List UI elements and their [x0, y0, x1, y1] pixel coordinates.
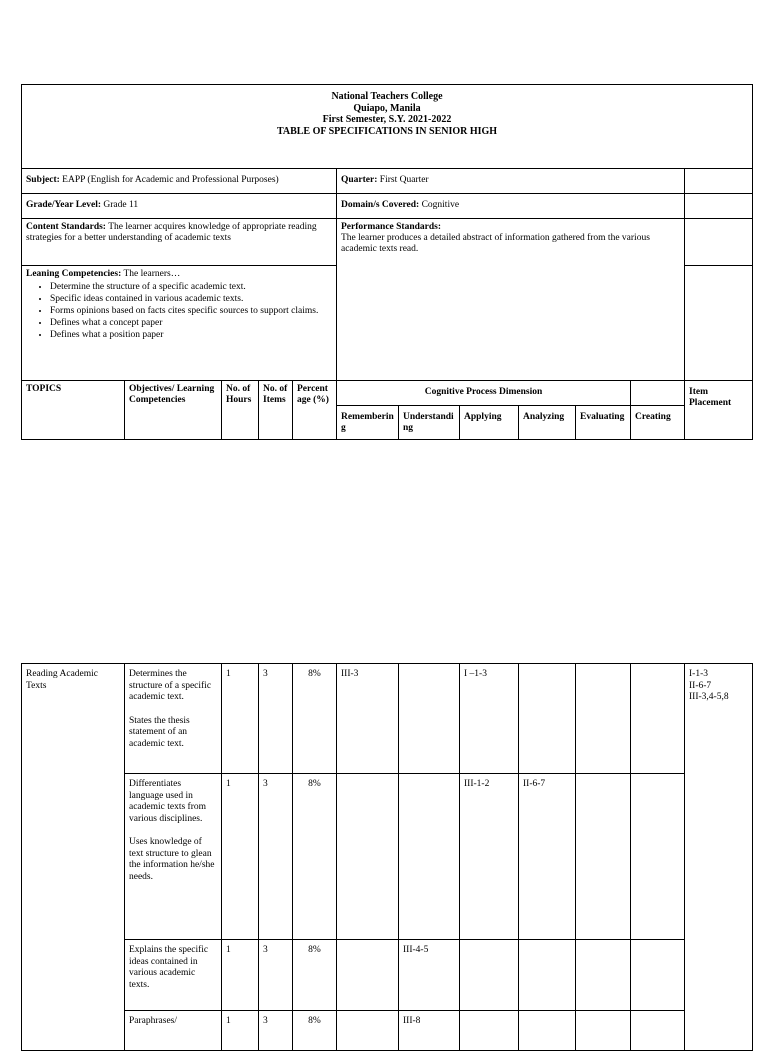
evaluating-cell	[576, 1011, 631, 1051]
analyzing-cell	[519, 1011, 576, 1051]
col-remembering: Remembering	[337, 406, 399, 440]
performance-standards-value: The learner produces a detailed abstract of information gathered from the various academic texts read.	[341, 233, 650, 254]
competencies-cell	[22, 266, 337, 381]
domain-cell	[337, 194, 685, 219]
evaluating-cell	[576, 664, 631, 774]
percentage-cell: 8%	[293, 774, 337, 940]
list-item: • Determine the structure of a specific academic text.	[50, 282, 332, 293]
objective-text: Paraphrases/	[129, 1016, 178, 1026]
grade-cell	[22, 194, 337, 219]
col-topics: TOPICS	[22, 381, 125, 440]
quarter-value: First Quarter	[379, 175, 429, 185]
objectives-cell	[125, 1011, 222, 1051]
domain-value: Cognitive	[421, 200, 460, 210]
subject-value: EAPP (English for Academic and Professional Purposes)	[62, 175, 279, 185]
hours-cell: 1	[222, 1011, 259, 1051]
items-cell: 3	[259, 940, 293, 1011]
blank-cell	[685, 219, 753, 266]
col-cognitive-process-dimension: Cognitive Process Dimension	[337, 381, 631, 406]
col-creating: Creating	[631, 406, 685, 440]
specification-header-table	[21, 84, 753, 440]
hours-cell: 1	[222, 774, 259, 940]
grade-value: Grade 11	[103, 200, 139, 210]
list-item: • Specific ideas contained in various academic texts.	[50, 294, 332, 305]
performance-standards-label: Performance Standards:	[341, 222, 441, 232]
blank-cell	[685, 194, 753, 219]
evaluating-cell	[576, 774, 631, 940]
competencies-list	[26, 282, 332, 341]
remembering-cell	[337, 774, 399, 940]
col-hours: No. of Hours	[222, 381, 259, 440]
col-analyzing: Analyzing	[519, 406, 576, 440]
blank-cell	[685, 169, 753, 194]
col-items: No. of Items	[259, 381, 293, 440]
col-item-placement: Item Placement	[685, 381, 753, 440]
items-cell: 3	[259, 774, 293, 940]
item-placement-cell	[685, 664, 753, 1051]
content-standards-cell	[22, 219, 337, 266]
creating-cell	[631, 774, 685, 940]
understanding-cell: III-8	[399, 1011, 460, 1051]
applying-cell: III-1-2	[460, 774, 519, 940]
hours-cell: 1	[222, 664, 259, 774]
col-percentage: Percentage (%)	[293, 381, 337, 440]
table-row	[22, 664, 753, 774]
subject-cell	[22, 169, 337, 194]
topics-table	[21, 663, 753, 1051]
percentage-cell: 8%	[293, 1011, 337, 1051]
performance-standards-cell	[337, 219, 685, 381]
list-item: • Forms opinions based on facts cites specific sources to support claims.	[50, 306, 332, 317]
objective-text: Differentiates language used in academic texts from various disciplines.	[129, 779, 207, 824]
analyzing-cell	[519, 940, 576, 1011]
table-row	[22, 940, 753, 1011]
content-standards-label: Content Standards:	[26, 222, 106, 232]
items-cell: 3	[259, 664, 293, 774]
competencies-label: Leaning Competencies:	[26, 269, 122, 279]
objectives-cell	[125, 940, 222, 1011]
domain-label: Domain/s Covered:	[341, 200, 420, 210]
quarter-label: Quarter:	[341, 175, 378, 185]
items-cell: 3	[259, 1011, 293, 1051]
objectives-cell	[125, 664, 222, 774]
college-location: Quiapo, Manila	[353, 102, 421, 114]
applying-cell: I –1-3	[460, 664, 519, 774]
objective-text: Uses knowledge of text structure to glean the information he/she needs.	[129, 837, 215, 882]
understanding-cell: III-4-5	[399, 940, 460, 1011]
subject-label: Subject:	[26, 175, 60, 185]
remembering-cell	[337, 1011, 399, 1051]
topic-cell: Reading Academic Texts	[22, 664, 125, 1051]
col-understanding: Understanding	[399, 406, 460, 440]
analyzing-cell: II-6-7	[519, 774, 576, 940]
percentage-cell: 8%	[293, 664, 337, 774]
objectives-cell	[125, 774, 222, 940]
blank-cell	[631, 381, 685, 406]
applying-cell	[460, 940, 519, 1011]
creating-cell	[631, 940, 685, 1011]
understanding-cell	[399, 664, 460, 774]
hours-cell: 1	[222, 940, 259, 1011]
objective-text: Determines the structure of a specific academic text.	[129, 669, 212, 702]
item-placement-line: II-6-7	[689, 680, 712, 691]
analyzing-cell	[519, 664, 576, 774]
list-item: • Defines what a position paper	[50, 330, 332, 341]
item-placement-line: I-1-3	[689, 669, 708, 679]
semester-line: First Semester, S.Y. 2021-2022	[322, 114, 452, 125]
creating-cell	[631, 664, 685, 774]
creating-cell	[631, 1011, 685, 1051]
table-row	[22, 774, 753, 940]
remembering-cell: III-3	[337, 664, 399, 774]
understanding-cell	[399, 774, 460, 940]
col-applying: Applying	[460, 406, 519, 440]
remembering-cell	[337, 940, 399, 1011]
quarter-cell	[337, 169, 685, 194]
applying-cell	[460, 1011, 519, 1051]
content-standards-value: The learner acquires knowledge of appropriate reading strategies for a better understanding of academic texts	[26, 222, 317, 243]
grade-label: Grade/Year Level:	[26, 200, 102, 210]
competencies-intro: The learners…	[123, 269, 181, 279]
document-header	[22, 85, 753, 169]
document-title: TABLE OF SPECIFICATIONS IN SENIOR HIGH	[276, 125, 498, 137]
item-placement-line: III-3,4-5,8	[689, 692, 729, 702]
college-name: National Teachers College	[331, 91, 443, 102]
list-item: • Defines what a concept paper	[50, 318, 332, 329]
table-row	[22, 1011, 753, 1051]
col-evaluating: Evaluating	[576, 406, 631, 440]
percentage-cell: 8%	[293, 940, 337, 1011]
objective-text: States the thesis statement of an academic text.	[129, 715, 190, 749]
col-objectives: Objectives/ Learning Competencies	[125, 381, 222, 440]
blank-cell	[685, 266, 753, 381]
evaluating-cell	[576, 940, 631, 1011]
objective-text: Explains the specific ideas contained in various academic texts.	[129, 945, 209, 990]
